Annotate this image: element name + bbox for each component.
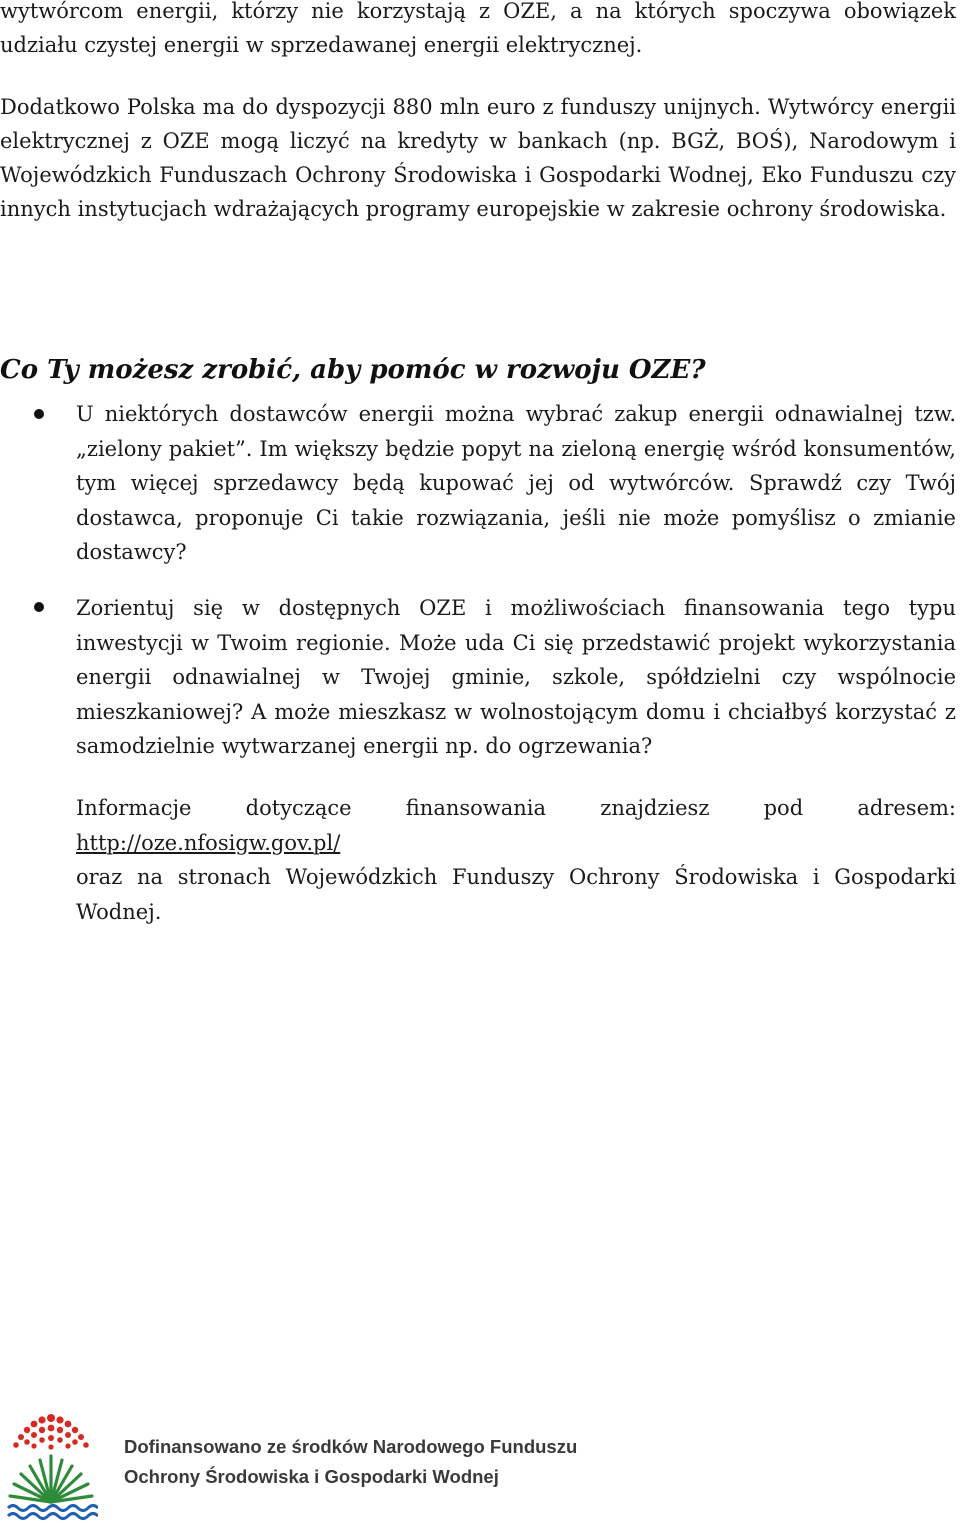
funding-link[interactable]: http://oze.nfosigw.gov.pl/ <box>76 830 341 855</box>
section-heading: Co Ty możesz zrobić, aby pomóc w rozwoju OZE? <box>0 355 706 385</box>
bullet-item-local-financing: Zorientuj się w dostępnych OZE i możliwościach finansowania tego typu inwestycji w Twoim regionie. Może uda Ci się przedstawić projekt wykorzystania energii odnawialnej w Twojej gminie, szkole, spółdzielni czy wspólnocie mieszkaniowej? A może mieszkasz w wolnostojącym domu i chciałbyś korzystać z samodzielnie wytwarzanej energii np. do ogrzewania? <box>76 596 956 758</box>
nfosigw-logo-icon <box>4 1410 98 1522</box>
paragraph-intro: wytwórcom energii, którzy nie korzystają z OZE, a na których spoczywa obowiązek udziału czystej energii w sprzedawanej energii elektrycznej. <box>0 0 956 57</box>
footer-line-1: Dofinansowano ze środków Narodowego Funduszu <box>124 1436 578 1457</box>
footer-line-2: Ochrony Środowiska i Gospodarki Wodnej <box>124 1466 499 1487</box>
bullet-icon <box>34 602 44 612</box>
footer <box>0 1408 960 1524</box>
info-section <box>76 791 956 929</box>
bullet-item-green-package: U niektórych dostawców energii można wybrać zakup energii odnawialnej tzw. „zielony pakiet”. Im większy będzie popyt na zieloną energię wśród konsumentów, tym więcej sprzedawcy będą kupować jej od wytwórców. Sprawdź czy Twój dostawca, proponuje Ci takie rozwiązania, jeśli nie może pomyślisz o zmianie dostawcy? <box>76 402 956 564</box>
bullet-icon <box>34 409 44 419</box>
info-intro: Informacje dotyczące finansowania znajdziesz pod adresem: <box>76 796 956 820</box>
footer-funding-note <box>124 1432 577 1492</box>
info-rest: oraz na stronach Wojewódzkich Funduszy Ochrony Środowiska i Gospodarki Wodnej. <box>76 865 956 924</box>
paragraph-funding: Dodatkowo Polska ma do dyspozycji 880 mln euro z funduszy unijnych. Wytwórcy energii elektrycznej z OZE mogą liczyć na kredyty w bankach (np. BGŻ, BOŚ), Narodowym i Wojewódzkich Funduszach Ochrony Środowiska i Gospodarki Wodnej, Eko Funduszu czy innych instytucjach wdrażających programy europejskie w zakresie ochrony środowiska. <box>0 95 956 221</box>
